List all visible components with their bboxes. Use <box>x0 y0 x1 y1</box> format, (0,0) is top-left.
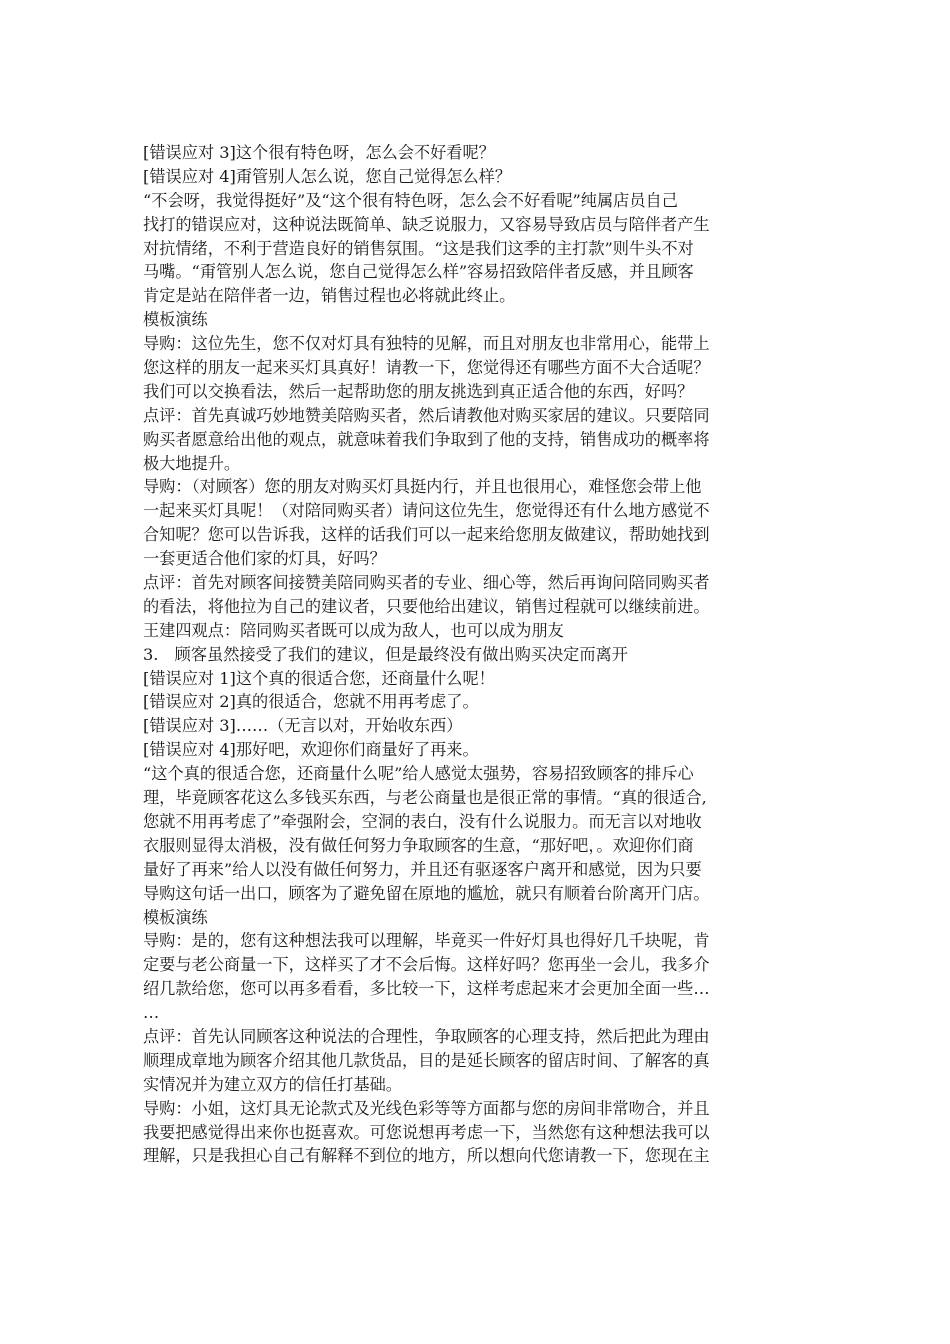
text-line: 一起来买灯具呢！（对陪同购买者）请问这位先生，您觉得还有什么地方感觉不 <box>143 501 710 521</box>
text-line: 购买者愿意给出他的观点，就意味着我们争取到了他的支持，销售成功的概率将 <box>143 429 710 449</box>
text-line: [错误应对 3]这个很有特色呀，怎么会不好看呢？ <box>143 143 495 162</box>
text-line: [错误应对 1]这个真的很适合您，还商量什么呢！ <box>143 668 495 688</box>
text-line: 我们可以交换看法，然后一起帮助您的朋友挑选到真正适合他的东西，好吗？ <box>143 381 694 401</box>
text-line: 极大地提升。 <box>143 453 241 473</box>
text-line: 量好了再来”给人以没有做任何努力，并且还有驱逐客户离开和感觉，因为只要 <box>143 859 702 879</box>
text-line: “这个真的很适合您，还商量什么呢”给人感觉太强势，容易招致顾客的排斥心 <box>143 764 694 784</box>
section-heading: 模板演练 <box>143 310 208 330</box>
text-line: 导购：（对顾客）您的朋友对购买灯具挺内行，并且也很用心，难怪您会带上他 <box>143 477 702 497</box>
text-line: 衣服则显得太消极，没有做任何努力争取顾客的生意，“那好吧，。欢迎你们商 <box>143 835 694 855</box>
text-line: [错误应对 4]那好吧，欢迎你们商量好了再来。 <box>143 740 479 760</box>
text-line: 点评：首先对顾客间接赞美陪同购买者的专业、细心等，然后再询问陪同购买者 <box>143 573 710 593</box>
text-line: 导购：小姐，这灯具无论款式及光线色彩等等方面都与您的房间非常吻合，并且 <box>143 1098 710 1118</box>
text-line: [错误应对 4]甭管别人怎么说，您自己觉得怎么样？ <box>143 166 512 186</box>
text-line: 一套更适合他们家的灯具，好吗？ <box>143 549 386 569</box>
text-line: 您就不用再考虑了”牵强附会，空洞的表白，没有什么说服力。而无言以对地收 <box>143 811 702 831</box>
text-line: “不会呀，我觉得挺好”及“这个很有特色呀，怎么会不好看呢”纯属店员自己 <box>143 190 678 210</box>
text-line: 肯定是站在陪伴者一边，销售过程也必将就此终止。 <box>143 286 516 306</box>
text-line: … <box>143 1003 161 1023</box>
text-line: 合知呢？您可以告诉我，这样的话我们可以一起来给您朋友做建议，帮助她找到 <box>143 525 710 545</box>
text-line: 理解，只是我担心自己有解释不到位的地方，所以想向代您请教一下，您现在主 <box>143 1146 710 1166</box>
text-line: 王建四观点：陪同购买者既可以成为敌人，也可以成为朋友 <box>143 620 564 640</box>
text-line: 导购：这位先生，您不仅对灯具有独特的见解，而且对朋友也非常用心，能带上 <box>143 334 710 354</box>
section-heading: 模板演练 <box>143 907 208 927</box>
text-line: 点评：首先真诚巧妙地赞美陪购买者，然后请教他对购买家居的建议。只要陪同 <box>143 405 710 425</box>
text-line: 找打的错误应对，这种说法既简单、缺乏说服力，又容易导致店员与陪伴者产生 <box>143 214 710 234</box>
text-line: [错误应对 3]……（无言以对，开始收东西） <box>143 716 463 736</box>
document-body <box>143 141 823 1168</box>
text-line: 定要与老公商量一下，这样买了才不会后悔。这样好吗？您再坐一会儿，我多介 <box>143 955 710 975</box>
text-line: 理，毕竟顾客花这么多钱买东西，与老公商量也是很正常的事情。“真的很适合, <box>143 788 707 808</box>
text-line: 马嘴。“甭管别人怎么说，您自己觉得怎么样”容易招致陪伴者反感，并且顾客 <box>143 262 694 282</box>
text-line: 的看法，将他拉为自己的建议者，只要他给出建议，销售过程就可以继续前进。 <box>143 596 710 616</box>
text-line: 绍几款给您，您可以再多看看，多比较一下，这样考虑起来才会更加全面一些… <box>143 979 710 999</box>
text-line: 顺理成章地为顾客介绍其他几款货品，目的是延长顾客的留店时间、了解客的真 <box>143 1050 710 1070</box>
text-line: 对抗情绪，不利于营造良好的销售氛围。“这是我们这季的主打款”则牛头不对 <box>143 238 694 258</box>
numbered-heading: 3. 顾客虽然接受了我们的建议，但是最终没有做出购买决定而离开 <box>143 644 628 664</box>
text-line: 导购这句话一出口，顾客为了避免留在原地的尴尬，就只有顺着台阶离开门店。 <box>143 883 710 903</box>
text-line: 实情况并为建立双方的信任打基础。 <box>143 1074 402 1094</box>
text-line: 导购：是的，您有这种想法我可以理解，毕竟买一件好灯具也得好几千块呢，肯 <box>143 931 710 951</box>
text-line: 点评：首先认同顾客这种说法的合理性，争取顾客的心理支持，然后把此为理由 <box>143 1026 710 1046</box>
text-line: [错误应对 2]真的很适合，您就不用再考虑了。 <box>143 692 479 712</box>
text-line: 您这样的朋友一起来买灯具真好！请教一下，您觉得还有哪些方面不大合适呢？ <box>143 358 710 378</box>
text-line: 我要把感觉得出来你也挺喜欢。可您说想再考虑一下，当然您有这种想法我可以 <box>143 1122 710 1142</box>
